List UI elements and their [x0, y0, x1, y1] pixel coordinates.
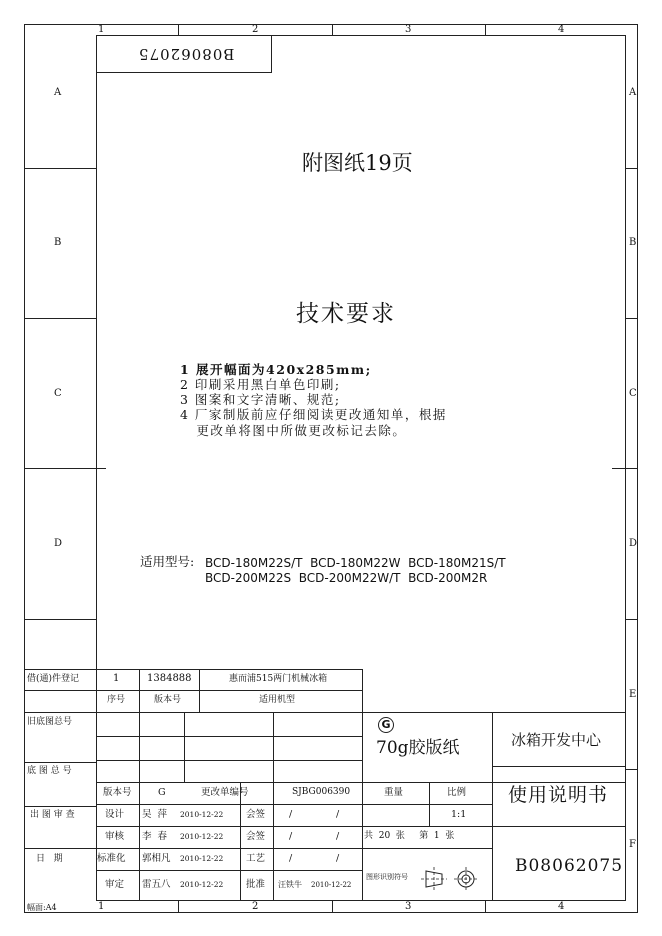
zone-right-B: B: [629, 237, 637, 248]
model-value: 惠而浦515两门机械冰箱: [229, 674, 328, 684]
name-audit: 李 春: [142, 831, 168, 842]
scale-value: 1:1: [451, 809, 467, 820]
dev-center: 冰箱开发中心: [511, 731, 602, 749]
models-label: 适用型号:: [140, 554, 195, 569]
tech-item-2: 2 印刷采用黑白单色印刷;: [180, 377, 341, 392]
change-value: SJBG006390: [292, 787, 351, 797]
seq-value: 1: [113, 673, 120, 684]
zone-right-A: A: [629, 87, 637, 98]
version-value-g: G: [158, 787, 166, 798]
zone-left-D: D: [54, 538, 63, 549]
sign-design: 会签: [246, 809, 266, 820]
sign-standard: 工艺: [246, 853, 266, 864]
version-header: 版本号: [154, 695, 182, 705]
zone-right-E: E: [629, 689, 637, 700]
role-standard: 标准化: [97, 853, 126, 864]
date-label: 日 期: [36, 854, 63, 864]
change-label: 更改单编号: [201, 787, 249, 798]
date-audit: 2010-12-22: [180, 832, 224, 841]
base-label: 底 图 总 号: [27, 766, 72, 776]
zone-bottom-3: 3: [405, 901, 412, 912]
symbol-label: 图形识别符号: [366, 873, 408, 881]
doc-title: 使用说明书: [508, 784, 609, 806]
seq-header: 序号: [107, 695, 126, 705]
scale-label: 比例: [447, 787, 467, 798]
zone-bottom-2: 2: [252, 901, 259, 912]
zone-left-B: B: [54, 237, 62, 248]
zone-right-C: C: [629, 388, 637, 399]
borrow-label: 借(通)件登记: [27, 674, 80, 684]
models-line-1: BCD-180M22S/T BCD-180M22W BCD-180M21S/T: [205, 556, 506, 570]
tech-item-3: 3 图案和文字清晰、规范;: [180, 392, 341, 407]
review-label: 出 图 审 查: [30, 810, 75, 820]
date-standard: 2010-12-22: [180, 854, 224, 863]
date-approve-final: 2010-12-22: [180, 880, 224, 889]
material-symbol: G: [381, 718, 391, 731]
projection-symbol-icon: [420, 864, 490, 894]
v2-standard: /: [336, 853, 340, 864]
size-label: 幅面:A4: [27, 903, 57, 912]
tech-title: 技术要求: [296, 301, 396, 327]
zone-top-1: 1: [98, 24, 105, 35]
name-standard: 郭相凡: [142, 853, 171, 864]
v2-design: /: [336, 809, 340, 820]
material-text: 70g胶版纸: [376, 738, 460, 758]
version-value: 1384888: [147, 673, 192, 684]
zone-right-F: F: [629, 839, 636, 850]
sign-approve: 批准: [246, 879, 266, 890]
old-base-label: 旧底图总号: [27, 717, 73, 727]
zone-top-3: 3: [405, 24, 412, 35]
v2-audit: /: [336, 831, 340, 842]
role-design: 设计: [105, 809, 125, 820]
v1-design: /: [289, 809, 293, 820]
v1-standard: /: [289, 853, 293, 864]
sheet-info: 共 20 张 第 1 张: [364, 831, 455, 841]
weight-label: 重量: [384, 787, 404, 798]
zone-left-C: C: [54, 388, 62, 399]
model-header: 适用机型: [259, 695, 296, 705]
role-approve-final: 审定: [105, 879, 125, 890]
page-note: 附图纸19页: [302, 151, 413, 175]
name-design: 吴 萍: [142, 809, 168, 820]
zone-right-D: D: [629, 538, 638, 549]
zone-left-A: A: [54, 87, 62, 98]
tech-item-4-cont: 更改单将图中所做更改标记去除。: [180, 423, 407, 438]
zone-top-2: 2: [252, 24, 259, 35]
doc-code: B08062075: [515, 856, 624, 876]
zone-bottom-1: 1: [98, 901, 105, 912]
version-label: 版本号: [103, 787, 132, 798]
date-design: 2010-12-22: [180, 810, 224, 819]
zone-bottom-4: 4: [558, 901, 565, 912]
tech-item-4: 4 厂家制版前应仔细阅读更改通知单，根据: [180, 407, 447, 422]
approver-name: 汪铁牛: [278, 880, 302, 889]
name-approve-final: 雷五八: [142, 879, 171, 890]
v1-audit: /: [289, 831, 293, 842]
zone-top-4: 4: [558, 24, 565, 35]
role-audit: 审核: [105, 831, 125, 842]
sign-audit: 会签: [246, 831, 266, 842]
tech-item-1: 1 展开幅面为420x285mm;: [180, 362, 372, 377]
approver-date: 2010-12-22: [311, 881, 352, 889]
rotated-code: B08062075: [138, 45, 235, 63]
models-line-2: BCD-200M22S BCD-200M22W/T BCD-200M2R: [205, 571, 488, 585]
